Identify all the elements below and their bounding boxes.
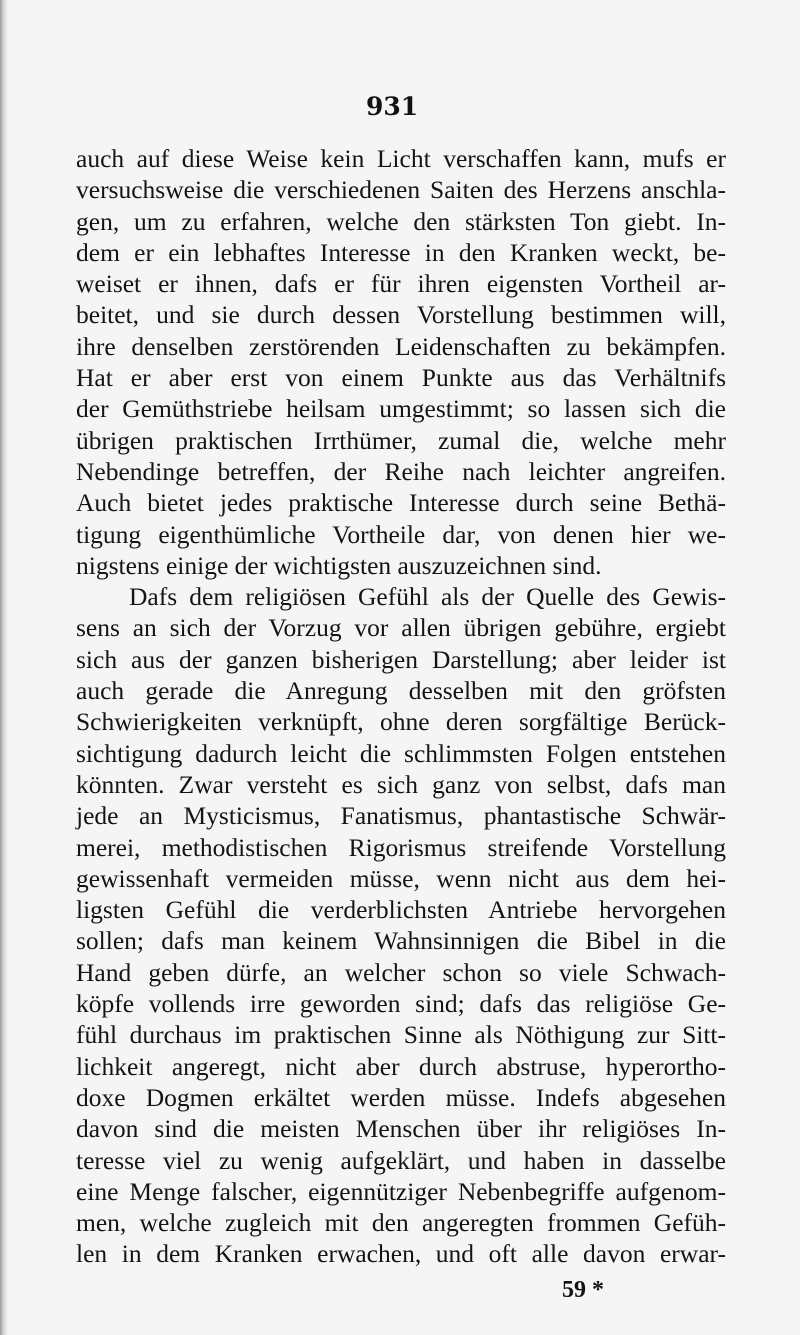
- text-line: beitet, und sie durch dessen Vorstellung bestimmen will,: [76, 300, 726, 330]
- text-line: weiset er ihnen, dafs er für ihren eigensten Vortheil ar-: [76, 269, 726, 299]
- text-line: Nebendinge betreffen, der Reihe nach leichter angreifen.: [76, 456, 726, 486]
- text-line: ligsten Gefühl die verderblichsten Antriebe hervorgehen: [76, 895, 726, 925]
- text-line: davon sind die meisten Menschen über ihr religiöses In-: [76, 1114, 726, 1144]
- text-line: könnten. Zwar versteht es sich ganz von selbst, dafs man: [76, 769, 726, 799]
- text-line: Hat er aber erst von einem Punkte aus das Verhältnifs: [76, 363, 726, 393]
- text-line: sichtigung dadurch leicht die schlimmsten Folgen entstehen: [76, 738, 726, 768]
- text-line: der Gemüthstriebe heilsam umgestimmt; so lassen sich die: [76, 394, 726, 424]
- text-line: dem er ein lebhaftes Interesse in den Kranken weckt, be-: [76, 237, 726, 267]
- text-line: sich aus der ganzen bisherigen Darstellung; aber leider ist: [76, 644, 726, 674]
- body-text: [76, 143, 726, 1270]
- text-line: übrigen praktischen Irrthümer, zumal die, welche mehr: [76, 425, 726, 455]
- text-line: lichkeit angeregt, nicht aber durch abstruse, hyperortho-: [76, 1051, 726, 1081]
- text-line: merei, methodistischen Rigorismus streifende Vorstellung: [76, 832, 726, 862]
- text-line: auch auf diese Weise kein Licht verschaffen kann, mufs er: [76, 144, 726, 173]
- text-line: Auch bietet jedes praktische Interesse durch seine Bethä-: [76, 488, 726, 518]
- text-line: eine Menge falscher, eigennütziger Nebenbegriffe aufgenom-: [76, 1176, 726, 1206]
- text-line: Schwierigkeiten verknüpft, ohne deren sorgfältige Berück-: [76, 707, 726, 737]
- text-line: ihre denselben zerstörenden Leidenschaften zu bekämpfen.: [76, 331, 726, 361]
- text-line: auch gerade die Anregung desselben mit den gröfsten: [76, 676, 726, 706]
- text-line: gewissenhaft vermeiden müsse, wenn nicht aus dem hei-: [76, 863, 726, 893]
- text-line: gen, um zu erfahren, welche den stärksten Ton giebt. In-: [76, 206, 726, 236]
- text-line: Hand geben dürfe, an welcher schon so viele Schwach-: [76, 957, 726, 987]
- text-line: men, welche zugleich mit den angeregten frommen Gefüh-: [76, 1208, 726, 1238]
- text-line: sens an sich der Vorzug vor allen übrigen gebühre, ergiebt: [76, 613, 726, 643]
- signature-mark: 59 *: [562, 1277, 604, 1303]
- text-line: versuchsweise die verschiedenen Saiten des Herzens anschla-: [76, 175, 726, 205]
- paragraph-start-line: Dafs dem religiösen Gefühl als der Quelle des Gewis-: [129, 582, 726, 612]
- text-line: jede an Mysticismus, Fanatismus, phantastische Schwär-: [76, 801, 726, 831]
- page-number: 931: [366, 92, 419, 121]
- text-line: doxe Dogmen erkältet werden müsse. Indefs abgesehen: [76, 1082, 726, 1112]
- text-line: köpfe vollends irre geworden sind; dafs das religiöse Ge-: [76, 989, 726, 1019]
- text-line: teresse viel zu wenig aufgeklärt, und haben in dasselbe: [76, 1145, 726, 1175]
- text-line: len in dem Kranken erwachen, und oft alle davon erwar-: [76, 1239, 726, 1269]
- text-line: tigung eigenthümliche Vortheile dar, von denen hier we-: [76, 519, 726, 549]
- text-line: fühl durchaus im praktischen Sinne als Nöthigung zur Sitt-: [76, 1020, 726, 1050]
- text-line: nigstens einige der wichtigsten auszuzeichnen sind.: [76, 550, 602, 580]
- page-binding-edge: [0, 0, 9, 1335]
- text-line: sollen; dafs man keinem Wahnsinnigen die Bibel in die: [76, 926, 726, 956]
